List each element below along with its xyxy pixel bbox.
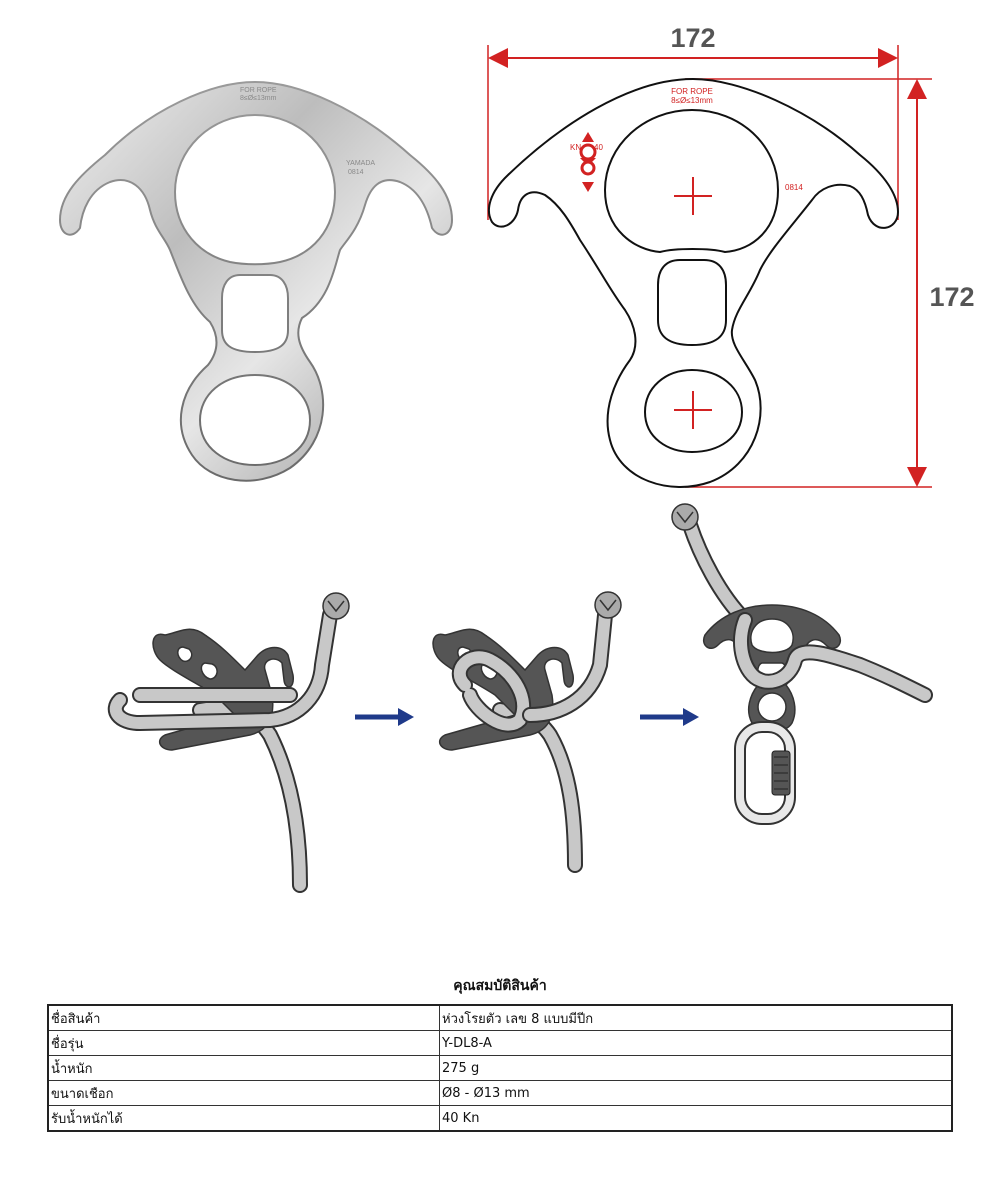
drawing-engraving-kn-left: KN bbox=[570, 143, 582, 152]
spec-value: 275 g bbox=[440, 1056, 953, 1081]
table-row bbox=[48, 1106, 952, 1132]
height-dimension bbox=[685, 79, 975, 487]
spec-value: ห่วงโรยตัว เลข 8 แบบมีปีก bbox=[440, 1005, 953, 1031]
crosshair-small-hole bbox=[674, 391, 712, 429]
table-row bbox=[48, 1081, 952, 1106]
crosshair-large-hole bbox=[674, 177, 712, 215]
drawing-engraving-code: 0814 bbox=[785, 183, 803, 192]
table-row bbox=[48, 1056, 952, 1081]
width-dimension-label: 172 bbox=[670, 23, 716, 53]
spec-label: ชื่อรุ่น bbox=[48, 1031, 440, 1056]
spec-value: 40 Kn bbox=[440, 1106, 953, 1132]
height-dimension-label: 172 bbox=[929, 282, 975, 312]
spec-table bbox=[47, 1004, 953, 1132]
product-photo bbox=[40, 70, 470, 490]
spec-title: คุณสมบัติสินค้า bbox=[453, 978, 547, 994]
rigging-steps bbox=[0, 495, 1000, 895]
step-1-illustration bbox=[116, 593, 349, 885]
photo-engraving-top: FOR ROPE bbox=[240, 87, 277, 94]
drawing-engraving-kn-value: 40 bbox=[594, 143, 603, 152]
table-row bbox=[48, 1005, 952, 1031]
drawing-engraving-sub: 8≤Ø≤13mm bbox=[671, 96, 713, 105]
arrow-head-icon bbox=[683, 708, 699, 726]
arrow-head-icon bbox=[398, 708, 414, 726]
table-row bbox=[48, 1031, 952, 1056]
spec-label: น้ำหนัก bbox=[48, 1056, 440, 1081]
step-3-illustration bbox=[672, 504, 925, 819]
spec-value: Y-DL8-A bbox=[440, 1031, 953, 1056]
drawing-engraving-top: FOR ROPE bbox=[671, 87, 713, 96]
spec-value: Ø8 - Ø13 mm bbox=[440, 1081, 953, 1106]
photo-engraving-brand: YAMADA bbox=[346, 160, 376, 167]
spec-label: รับน้ำหนักได้ bbox=[48, 1106, 440, 1132]
figure-eight-icon bbox=[580, 132, 596, 192]
spec-label: ชื่อสินค้า bbox=[48, 1005, 440, 1031]
spec-label: ขนาดเชือก bbox=[48, 1081, 440, 1106]
photo-engraving-sub: 8≤Ø≤13mm bbox=[240, 95, 277, 102]
dimension-drawing bbox=[470, 0, 1000, 500]
photo-engraving-code: 0814 bbox=[348, 169, 364, 176]
step-2-illustration bbox=[433, 592, 621, 865]
descender-body bbox=[60, 82, 452, 481]
